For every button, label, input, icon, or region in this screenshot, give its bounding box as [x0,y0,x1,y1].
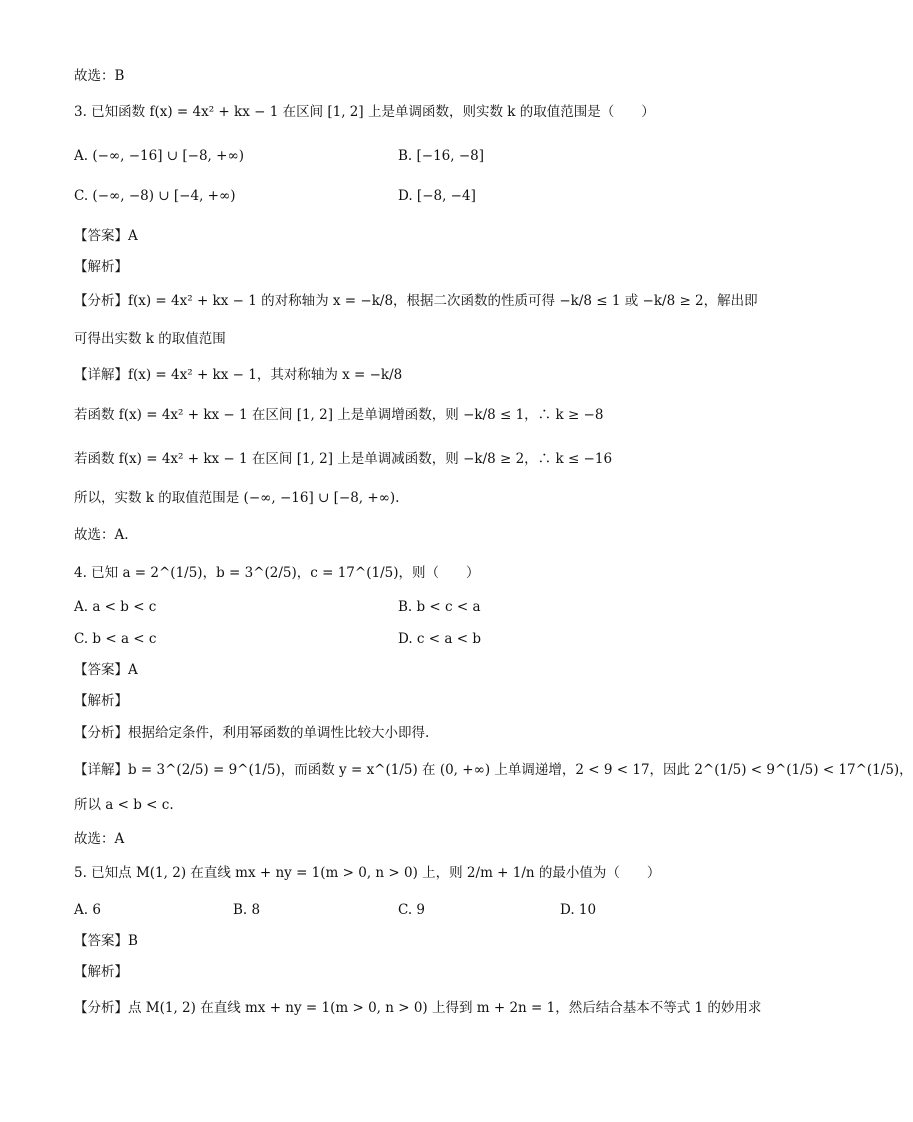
option-a: A. a < b < c [74,599,157,615]
option-b: B. b < c < a [398,599,481,615]
question-3: 3. 已知函数 f(x) = 4x² + kx − 1 在区间 [1, 2] 上是单调函数，则实数 k 的取值范围是（ ） [74,104,655,120]
option-b: B. [−16, −8] [398,148,485,164]
option-d: D. 10 [560,902,597,918]
option-a: A. (−∞, −16] ∪ [−8, +∞) [74,148,244,164]
detail-text: 【详解】f(x) = 4x² + kx − 1，其对称轴为 x = −k/8 [74,367,403,383]
question-5: 5. 已知点 M(1, 2) 在直线 mx + ny = 1(m > 0, n > 0) 上，则 2/m + 1/n 的最小值为（ ） [74,865,661,881]
analysis-label: 【解析】 [74,964,128,980]
text-line: 故选：B [74,68,125,84]
analysis-text: 【分析】f(x) = 4x² + kx − 1 的对称轴为 x = −k/8，根据二次函数的性质可得 −k/8 ≤ 1 或 −k/8 ≥ 2，解出即 [74,293,758,309]
choice-text: 故选：A [74,831,125,847]
option-a: A. 6 [74,902,101,918]
analysis-label: 【解析】 [74,259,128,275]
answer-label: 【答案】B [74,933,138,949]
option-b: B. 8 [233,902,261,918]
option-d: D. c < a < b [398,631,481,647]
analysis-text: 可得出实数 k 的取值范围 [74,331,226,347]
detail-text: 若函数 f(x) = 4x² + kx − 1 在区间 [1, 2] 上是单调减函数，则 −k/8 ≥ 2，∴ k ≤ −16 [74,451,613,467]
option-d: D. [−8, −4] [398,188,476,204]
answer-label: 【答案】A [74,662,138,678]
detail-text: 所以，实数 k 的取值范围是 (−∞, −16] ∪ [−8, +∞). [74,490,400,506]
option-c: C. b < a < c [74,631,157,647]
option-c: C. 9 [398,902,426,918]
analysis-text: 【分析】点 M(1, 2) 在直线 mx + ny = 1(m > 0, n > 0) 上得到 m + 2n = 1，然后结合基本不等式 1 的妙用求 [74,1000,762,1016]
analysis-label: 【解析】 [74,693,128,709]
analysis-text: 【分析】根据给定条件，利用幂函数的单调性比较大小即得. [74,725,430,741]
detail-text: 所以 a < b < c. [74,797,174,813]
option-c: C. (−∞, −8) ∪ [−4, +∞) [74,188,236,204]
detail-text: 【详解】b = 3^(2/5) = 9^(1/5)，而函数 y = x^(1/5) 在 (0, +∞) 上单调递增，2 < 9 < 17，因此 2^(1/5) < 9^(1/5) < 17^(1/5)， [74,762,913,778]
answer-label: 【答案】A [74,228,138,244]
choice-text: 故选：A. [74,527,129,543]
detail-text: 若函数 f(x) = 4x² + kx − 1 在区间 [1, 2] 上是单调增函数，则 −k/8 ≤ 1，∴ k ≥ −8 [74,407,604,423]
question-4: 4. 已知 a = 2^(1/5)，b = 3^(2/5)，c = 17^(1/5)，则（ ） [74,565,480,581]
